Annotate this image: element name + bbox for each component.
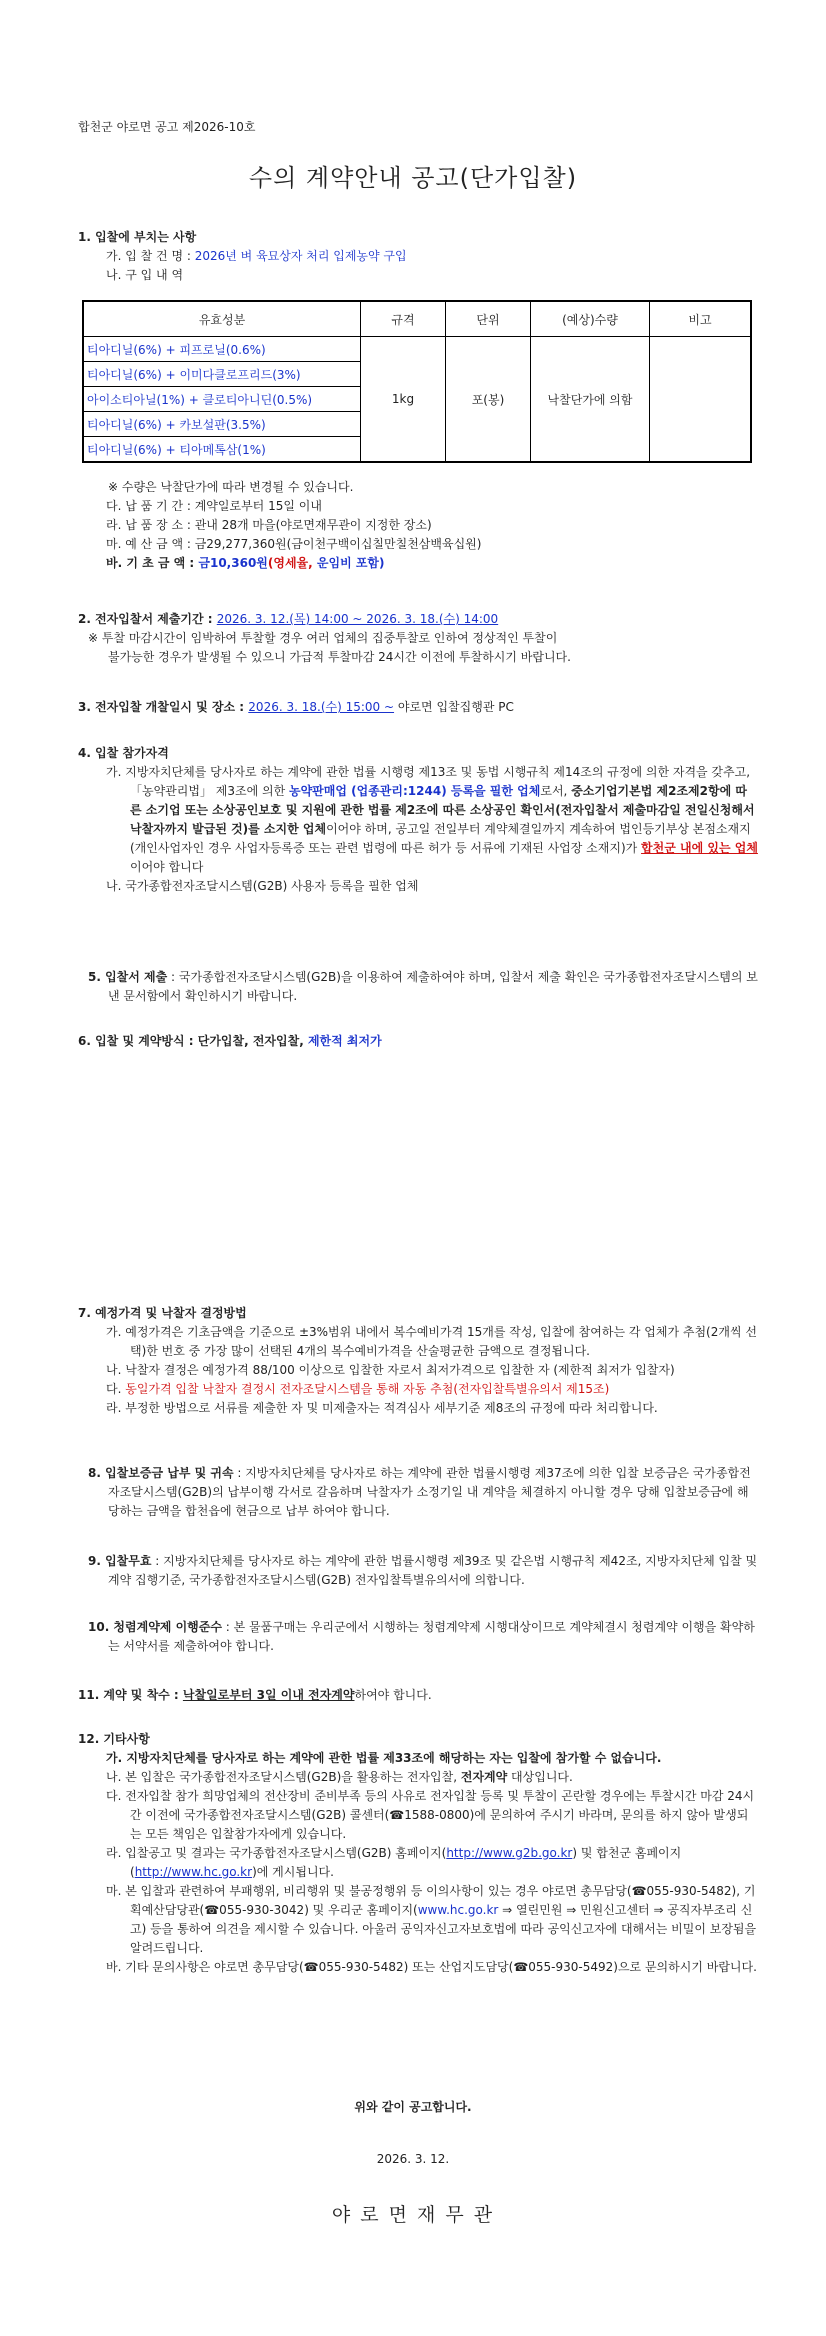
price-da [78,1380,758,1399]
delivery-period: 다. 납 품 기 간 : 계약일로부터 15일 이내 [106,499,322,513]
col-qty: (예상)수량 [531,301,650,337]
price-da-text: 동일가격 입찰 낙찰자 결정시 전자조달시스템을 통해 자동 추첨(전자입찰특별유의서 제15조) [125,1382,610,1396]
opening-place: 야로면 입찰집행관 PC [394,700,514,714]
section-12-heading: 12. 기타사항 [78,1732,150,1746]
etc-ga: 가. 지방자치단체를 당사자로 하는 계약에 관한 법률 제33조에 해당하는 자는 입찰에 참가할 수 없습니다. [106,1751,662,1765]
qualification-text: 이어야 합니다 [130,860,204,874]
etc-na [78,1768,758,1787]
qualification-na: 나. 국가종합전자조달시스템(G2B) 사용자 등록을 필한 업체 [106,879,419,893]
qualification-location: 합천군 내에 있는 업체 [641,841,758,855]
price-da-label: 다. [106,1382,126,1396]
item-name-value: 2026년 벼 육묘상자 처리 입제농약 구입 [194,249,407,263]
ingredient-cell: 아이소티아닐(1%) + 클로티아니딘(0.5%) [83,387,361,412]
ingredient-cell: 티아디닐(6%) + 이미다클로프리드(3%) [83,362,361,387]
section-10 [78,1618,758,1656]
table-header-row [83,301,751,337]
base-amount-tail: 운임비 포함) [316,556,385,570]
budget-amount: 마. 예 산 금 액 : 금29,277,360원(금이천구백이십칠만칠천삼백육십원) [106,537,482,551]
section-7 [78,1304,758,1418]
qualification-pesticide-reg: 농약판매업 (업종관리:1244) 등록을 필한 업체 [289,784,541,798]
note-cell [650,337,752,463]
section-5 [78,968,758,1006]
table-row [83,337,751,362]
etc-ma [78,1882,758,1958]
base-amount-value: 금10,360원 [198,556,268,570]
section-12 [78,1730,758,1977]
section-11 [78,1686,758,1705]
contract-method: 제한적 최저가 [307,1034,382,1048]
section-11-heading: 11. 계약 및 착수 : [78,1688,183,1702]
section-2-heading: 2. 전자입찰서 제출기간 : [78,612,217,626]
col-ingredient: 유효성분 [83,301,361,337]
section-6 [78,1032,758,1051]
notice-date: 2026. 3. 12. [376,2152,450,2166]
section-5-heading: 5. 입찰서 제출 [88,970,168,984]
submission-period: 2026. 3. 12.(목) 14:00 ~ 2026. 3. 18.(수) 14:00 [216,612,499,626]
section-7-heading: 7. 예정가격 및 낙찰자 결정방법 [78,1306,247,1320]
qualification-text: 로서, [540,784,572,798]
closing-statement: 위와 같이 공고합니다. [354,2100,472,2114]
hapcheon-homepage-link[interactable]: www.hc.go.kr [417,1903,499,1917]
section-3-heading: 3. 전자입찰 개찰일시 및 장소 : [78,700,249,714]
etc-da: 다. 전자입찰 참가 희망업체의 전산장비 준비부족 등의 사유로 전자입찰 등록 및 투찰이 곤란할 경우에는 투찰시간 마감 24시간 이전에 국가종합전자조달시스템(G2B) 콜센터(☎1588-0800)에 문의하여 주시기 바라며, 문의를 하지 않아 발생되는 모든 책임은 입찰참가자에게 있습니다. [106,1789,755,1841]
etc-ma-tail: ⇒ 열린민원 ⇒ 민원신고센터 ⇒ 공직자부조리 신고) 등을 통하여 의견을 제시할 수 있습니다. 아울러 공익자신고자보호법에 따라 공익신고자에 대해서는 비밀이 보장됨을 알려드립니다. [130,1903,757,1955]
qualification-text: 이어야 하며, 공고일 전일부터 계약체결일까지 계속하여 법인등기부상 본점소재지(개인사업자인 경우 사업자등록증 또는 관련 법령에 따른 허가 등 서류에 기재된 사업장 소재지)가 [130,822,751,855]
section-1-heading: 1. 입찰에 부치는 사항 [78,230,197,244]
notice-number: 합천군 야로면 공고 제2026-10호 [78,120,256,134]
base-amount-zero-rate: (영세율, [267,556,317,570]
section-6-heading: 6. 입찰 및 계약방식 : 단가입찰, 전자입찰, [78,1034,308,1048]
qualification-small-business: 중소기업기본법 제2조제2항에 따른 소기업 또는 소상공인보호 및 지원에 관한 법률 제2조에 따른 소상공인 확인서(전자입찰서 제출마감일 전일신청해서 낙찰자까지 발급된 것)를 소지한 업체 [130,784,755,836]
etc-na-text: 나. 본 입찰은 국가종합전자조달시스템(G2B)을 활용하는 전자입찰, [106,1770,461,1784]
issuer-name: 야 로 면 재 무 관 [331,2204,495,2226]
section-10-heading: 10. 청렴계약제 이행준수 [88,1620,222,1634]
section-4-heading: 4. 입찰 참가자격 [78,746,169,760]
spec-cell: 1kg [361,337,446,463]
purchase-table [82,300,752,463]
etc-na-tail: 대상입니다. [507,1770,573,1784]
contract-deadline: 낙찰일로부터 3일 이내 전자계약 [182,1688,355,1702]
base-amount [78,554,758,573]
price-ra: 라. 부정한 방법으로 서류를 제출한 자 및 미제출자는 적격심사 세부기준 제8조의 규정에 따라 처리합니다. [106,1401,658,1415]
unit-cell: 포(봉) [446,337,531,463]
col-note: 비고 [650,301,752,337]
price-na: 나. 낙찰자 결정은 예정가격 88/100 이상으로 입찰한 자로서 최저가격으로 입찰한 자 (제한적 최저가 입찰자) [106,1363,675,1377]
price-ga: 가. 예정가격은 기초금액을 기준으로 ±3%범위 내에서 복수예비가격 15개를 작성, 입찰에 참여하는 각 업체가 추첨(2개씩 선택)한 번호 중 가장 많이 선택된 4개의 복수예비가격을 산술평균한 금액으로 결정됩니다. [106,1325,757,1358]
qty-cell: 낙찰단가에 의함 [531,337,650,463]
item-name-label: 가. 입 찰 건 명 : [106,249,195,263]
purchase-details-label: 나. 구 입 내 역 [106,268,184,282]
section-2 [78,610,758,667]
qualification-text: 가. 지방자치단체를 당사자로 하는 계약에 관한 법률 시행령 제13조 및 동법 시행규칙 제14조의 규정에 의한 자격을 갖추고, 「농약관리법」 제3조에 의한 [106,765,751,798]
section-8 [78,1464,758,1521]
etc-ra-text: ) 및 합천군 홈페이지( [130,1846,682,1879]
etc-ma-text: 마. 본 입찰과 관련하여 부패행위, 비리행위 및 불공정행위 등 이의사항이 있는 경우 야로면 총무담당(☎055-930-5482), 기획예산담당관(☎055-930-3042) 및 우리군 홈페이지( [106,1884,756,1917]
ingredient-cell: 티아디닐(6%) + 피프로닐(0.6%) [83,337,361,362]
section-9 [78,1552,758,1590]
section-3 [78,698,758,717]
section-8-heading: 8. 입찰보증금 납부 및 귀속 [88,1466,234,1480]
qualification-ga [78,763,758,877]
delivery-place: 라. 납 품 장 소 : 관내 28개 마을(야로면재무관이 지정한 장소) [106,518,432,532]
col-unit: 단위 [446,301,531,337]
ingredient-cell: 티아디닐(6%) + 티아메톡삼(1%) [83,437,361,463]
section-9-heading: 9. 입찰무효 [88,1554,152,1568]
g2b-link[interactable]: http://www.g2b.go.kr [446,1846,573,1860]
section-11-tail: 하여야 합니다. [354,1688,432,1702]
etc-ra-tail: )에 게시됩니다. [252,1865,334,1879]
etc-ra-text: 라. 입찰공고 및 결과는 국가종합전자조달시스템(G2B) 홈페이지( [106,1846,447,1860]
section-1 [78,228,758,285]
etc-ba: 바. 기타 문의사항은 야로면 총무담당(☎055-930-5482) 또는 산업지도담당(☎055-930-5492)으로 문의하시기 바랍니다. [106,1960,757,1974]
submission-note-2: 불가능한 경우가 발생될 수 있으니 가급적 투찰마감 24시간 이전에 투찰하시기 바랍니다. [108,650,571,664]
section-8-text: : 지방자치단체를 당사자로 하는 계약에 관한 법률시행령 제37조에 의한 입찰 보증금은 국가종합전자조달시스템(G2B)의 납부이행 각서로 갈음하며 낙찰자가 소정기일 내 계약을 체결하지 아니할 경우 당해 입찰보증금에 해당하는 금액을 합천읍에 현금으로 납부 하여야 합니다. [108,1466,751,1518]
base-amount-label: 바. 기 초 금 액 : [106,556,199,570]
section-5-text: : 국가종합전자조달시스템(G2B)을 이용하여 제출하여야 하며, 입찰서 제출 확인은 국가종합전자조달시스템의 보낸 문서함에서 확인하시기 바랍니다. [108,970,758,1003]
etc-na-econtract: 전자계약 [460,1770,508,1784]
section-1-details [78,478,758,573]
opening-datetime: 2026. 3. 18.(수) 15:00 ~ [248,700,395,714]
hapcheon-link[interactable]: http://www.hc.go.kr [134,1865,253,1879]
page-title: 수의 계약안내 공고(단가입찰) [248,164,578,192]
table-note: ※ 수량은 낙찰단가에 따라 변경될 수 있습니다. [108,480,354,494]
section-10-text: : 본 물품구매는 우리군에서 시행하는 청렴계약제 시행대상이므로 계약체결시 청렴계약 이행을 확약하는 서약서를 제출하여야 합니다. [108,1620,755,1653]
item-name [78,247,758,266]
section-9-text: : 지방자치단체를 당사자로 하는 계약에 관한 법률시행령 제39조 및 같은법 시행규칙 제42조, 지방자치단체 입찰 및 계약 집행기준, 국가종합전자조달시스템(G2B) 전자입찰특별유의서에 의합니다. [108,1554,758,1587]
section-4 [78,744,758,896]
col-spec: 규격 [361,301,446,337]
submission-note-1: ※ 투찰 마감시간이 임박하여 투찰할 경우 여러 업체의 집중투찰로 인하여 정상적인 투찰이 [88,631,558,645]
etc-ra [78,1844,758,1882]
ingredient-cell: 티아디닐(6%) + 카보설판(3.5%) [83,412,361,437]
